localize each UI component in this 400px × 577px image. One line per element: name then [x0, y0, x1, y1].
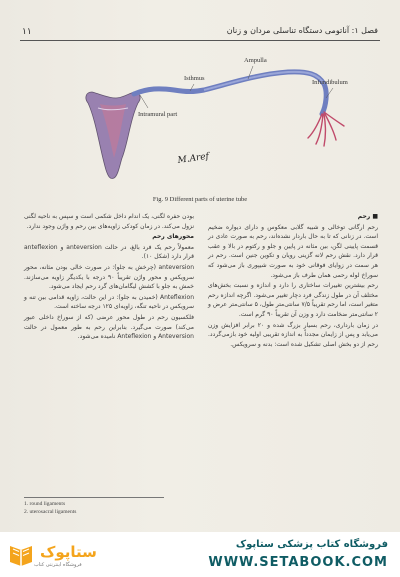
- label-infundibulum: Infundibulum: [312, 79, 348, 86]
- book-icon: [6, 538, 36, 568]
- paragraph: رحم ارگانی توخالی و شبیه گلابی معکوس و دارای دیواره ضخیم است. در زنانی که تا به حال باردار نشده‌اند، رحم به صورت عادی در قسمت پایینی لگن، بین مثانه در پایین و جلو و رکتوم در بالا و عقب قرار دارد. نقش رحم لانه گزینی رویان و تکوین جنین است. رحم در هر سمت در زوایای فوقانی خود به صورت شیپوری باز می‌شود که سوراخ لوله رحمی همان طرف باز می‌شود.: [208, 223, 378, 279]
- subsection-heading: محورهای رحم: [152, 233, 194, 241]
- store-name: فروشگاه کتاب پزشکی ستاپوک: [235, 539, 388, 550]
- paragraph: معمولاً رحم یک فرد بالغ، در حالت anteversion و anteflexion قرار دارد (شکل ۱۰).: [24, 243, 194, 261]
- section-heading: ■ رحم: [357, 213, 378, 220]
- paragraph: بودن حفره لگنی، یک اندام داخل شکمی است و سپس به ناحیه لگنی نزول می‌کند. در زمان کودکی زاویه‌های بین رحم و واژن وجود ندارد.: [24, 213, 194, 230]
- figure-caption: Fig. 9 Different parts of uterine tube: [152, 196, 248, 203]
- page-number: ۱۱: [22, 26, 32, 36]
- label-intramural: Intramural part: [138, 111, 178, 118]
- logo-text: ستاپوک: [40, 543, 97, 561]
- chapter-title: فصل ۱: آناتومی دستگاه تناسلی مردان و زنان: [226, 26, 378, 35]
- setabook-logo[interactable]: [6, 538, 98, 572]
- paragraph: anteversion (چرخش به جلو): در صورت خالی بودن مثانه، محور سرویکس و محور واژن تقریباً ۹۰ درجه با یکدیگر زاویه می‌سازند. خمش به جلو با کشش لیگامان‌های گرد رحم ایجاد می‌شود.: [24, 263, 194, 291]
- store-banner[interactable]: [0, 532, 400, 577]
- footnotes: [24, 497, 164, 516]
- illustrator-signature: M.Aref: [177, 151, 210, 166]
- footnote: 2. uterosacral ligaments: [24, 509, 77, 515]
- paragraph: در زمان بارداری، رحم بسیار بزرگ شده و ۲۰ برابر افزایش وزن می‌یابد و پس از زایمان مجدداً به اندازه تقریبی اولیه خود بازمی‌گردد. رحم از دو بخش اصلی تشکیل شده است: بدنه و سرویکس.: [208, 321, 378, 348]
- page-header: [20, 24, 380, 41]
- label-ampulla: Ampulla: [244, 57, 267, 64]
- uterine-tube-illustration: [134, 72, 326, 114]
- fimbriae-illustration: [308, 112, 344, 146]
- paragraph: رحم بیشترین تغییرات ساختاری را دارد و اندازه و نسبت بخش‌های مختلف آن در طول زندگی فرد دچار تغییر می‌شود. اگرچه اندازه رحم متغیر است، اما رحم تقریباً ۷/۵ سانتی‌متر طول، ۵ سانتی‌متر عرض و ۲ سانتی‌متر ضخامت دارد و وزن آن تقریباً ۹۰ گرم است.: [208, 282, 378, 318]
- store-url-link[interactable]: WWW.SETABOOK.COM: [208, 555, 388, 570]
- right-text-column: [208, 212, 378, 350]
- footnote: 1. round ligaments: [24, 501, 66, 507]
- uterine-tube-figure: [78, 48, 358, 206]
- left-text-column: [24, 212, 194, 343]
- paragraph: فلکسیون رحم در طول محور عرضی (که از سوراخ داخلی عبور می‌کند) صورت می‌گیرد. بنابراین رحم به طور معمول در حالت Anteversion و Anteflexion نامیده می‌شود.: [24, 313, 194, 341]
- logo-subtitle: فروشگاه اینترنتی کتاب: [34, 562, 82, 568]
- paragraph: Anteflexion (خمیدن به جلو): در این حالت، زاویه قدامی بین تنه و سرویکس در ناحیه تنگه، زاویه‌ای ۱۲۵ درجه ساخته است.: [24, 293, 194, 311]
- label-isthmus: Isthmus: [184, 75, 205, 82]
